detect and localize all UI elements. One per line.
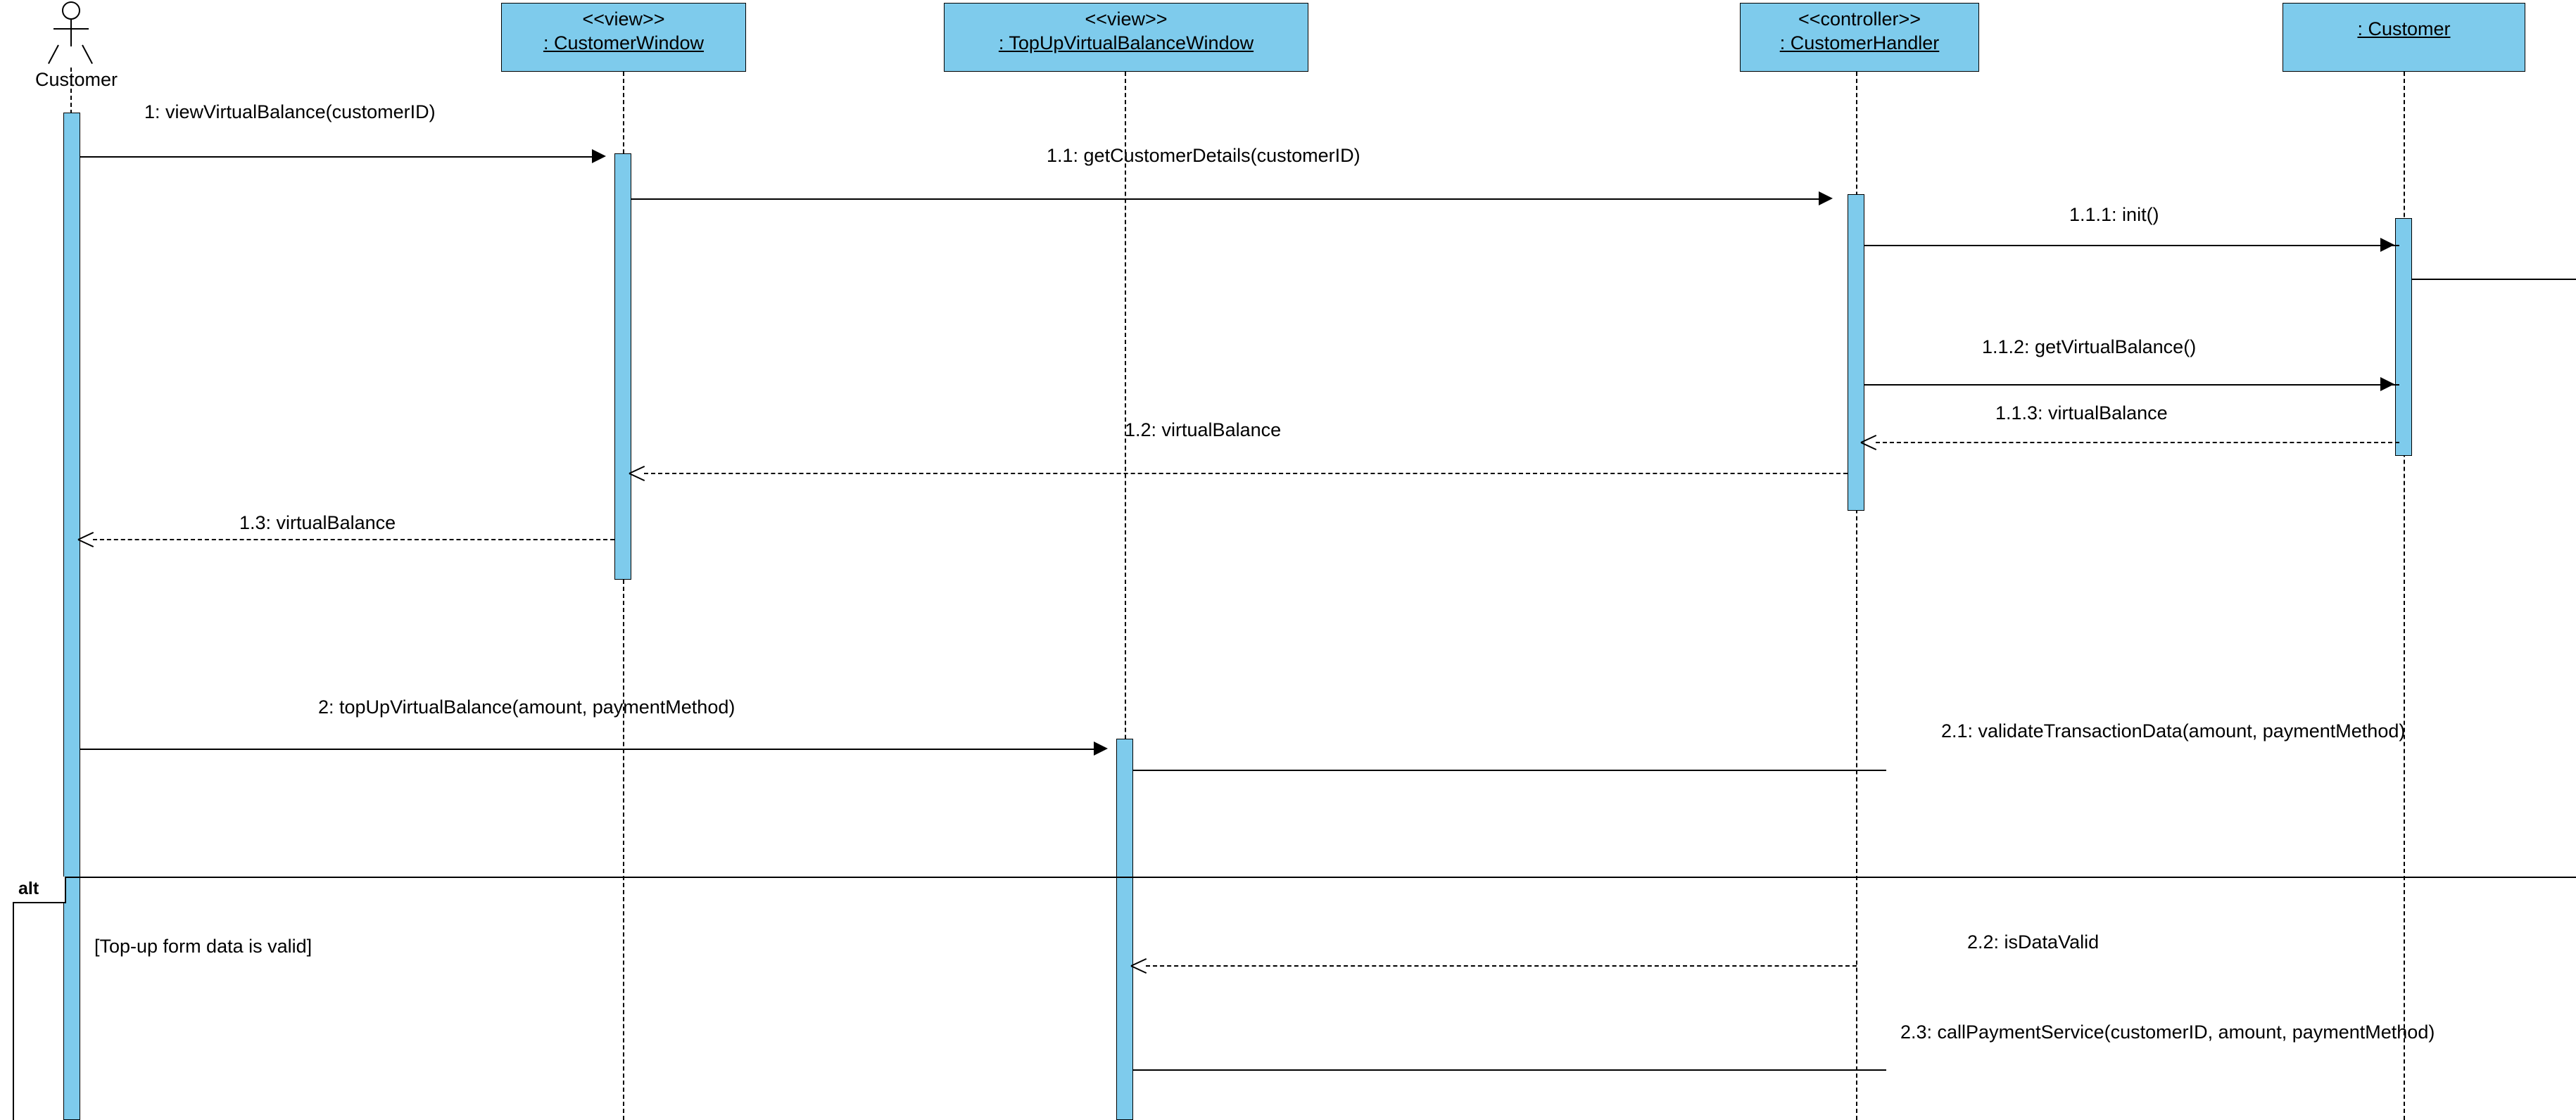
lifeline-name: : CustomerWindow: [543, 32, 705, 53]
actor-label: Customer: [35, 69, 118, 90]
message-line-1: [80, 156, 594, 158]
message-label-2-1: 2.1: validateTransactionData(amount, paymentMethod): [1941, 720, 2406, 742]
message-line-1-1: [631, 198, 1821, 200]
message-label-2: 2: topUpVirtualBalance(amount, paymentMethod): [318, 696, 735, 718]
alt-fragment-guard: [Top-up form data is valid]: [94, 936, 312, 957]
message-line-2-3: [1133, 1069, 1886, 1071]
message-line-2-1: [1133, 770, 1886, 771]
message-arrow-2-2: [1131, 957, 1147, 973]
message-label-1-3: 1.3: virtualBalance: [239, 512, 396, 533]
message-line-1-2: [644, 473, 1848, 474]
message-label-1-2: 1.2: virtualBalance: [1125, 419, 1282, 440]
entity-return-line: [2412, 279, 2576, 280]
activation-customer-handler: [1848, 194, 1864, 511]
lifeline-head-customer-handler: [1740, 3, 1979, 72]
lifeline-head-topup-window: [944, 3, 1308, 72]
message-arrow-1: [592, 149, 606, 163]
actor-head-icon: [62, 1, 80, 20]
message-line-1-1-1: [1864, 245, 2399, 246]
message-arrow-1-1: [1819, 191, 1833, 205]
message-line-2-2: [1146, 965, 1857, 967]
actor-arms-icon: [53, 28, 89, 30]
message-arrow-1-1-1: [2380, 238, 2394, 252]
lifeline-head-customer-entity: [2283, 3, 2525, 72]
activation-customer-entity: [2395, 218, 2412, 456]
message-arrow-2: [1094, 742, 1108, 756]
message-label-2-3: 2.3: callPaymentService(customerID, amount, paymentMethod): [1900, 1022, 2435, 1043]
message-line-2: [80, 749, 1096, 750]
actor-body-icon: [70, 20, 72, 46]
lifeline-name: : CustomerHandler: [1779, 32, 1940, 53]
message-arrow-1-2: [629, 465, 645, 481]
message-label-1-1-2: 1.1.2: getVirtualBalance(): [1982, 336, 2197, 357]
lifeline-stereotype: <<view>>: [582, 8, 665, 30]
message-label-1-1-1: 1.1.1: init(): [2069, 204, 2159, 225]
message-line-1-3: [93, 539, 614, 540]
lifeline-head-customer-window: [501, 3, 746, 72]
message-label-2-2: 2.2: isDataValid: [1967, 931, 2100, 953]
message-arrow-1-1-3: [1861, 434, 1876, 450]
lifeline-name: : TopUpVirtualBalanceWindow: [998, 32, 1254, 53]
message-label-1-1: 1.1: getCustomerDetails(customerID): [1047, 145, 1360, 166]
message-line-1-1-2: [1864, 384, 2399, 386]
lifeline-name: : Customer: [2357, 18, 2451, 39]
alt-fragment-operator: alt: [13, 877, 66, 903]
message-arrow-1-1-2: [2380, 377, 2394, 391]
alt-fragment-box: [13, 877, 2576, 1120]
lifeline-stereotype: <<controller>>: [1798, 8, 1921, 30]
message-arrow-1-3: [78, 531, 94, 547]
actor-leg-left-icon: [48, 45, 59, 64]
activation-customer-window: [614, 153, 631, 580]
message-label-1: 1: viewVirtualBalance(customerID): [144, 101, 436, 122]
message-line-1-1-3: [1876, 442, 2399, 443]
actor-leg-right-icon: [82, 45, 93, 64]
message-label-1-1-3: 1.1.3: virtualBalance: [1995, 402, 2168, 424]
lifeline-stereotype: <<view>>: [1085, 8, 1168, 30]
